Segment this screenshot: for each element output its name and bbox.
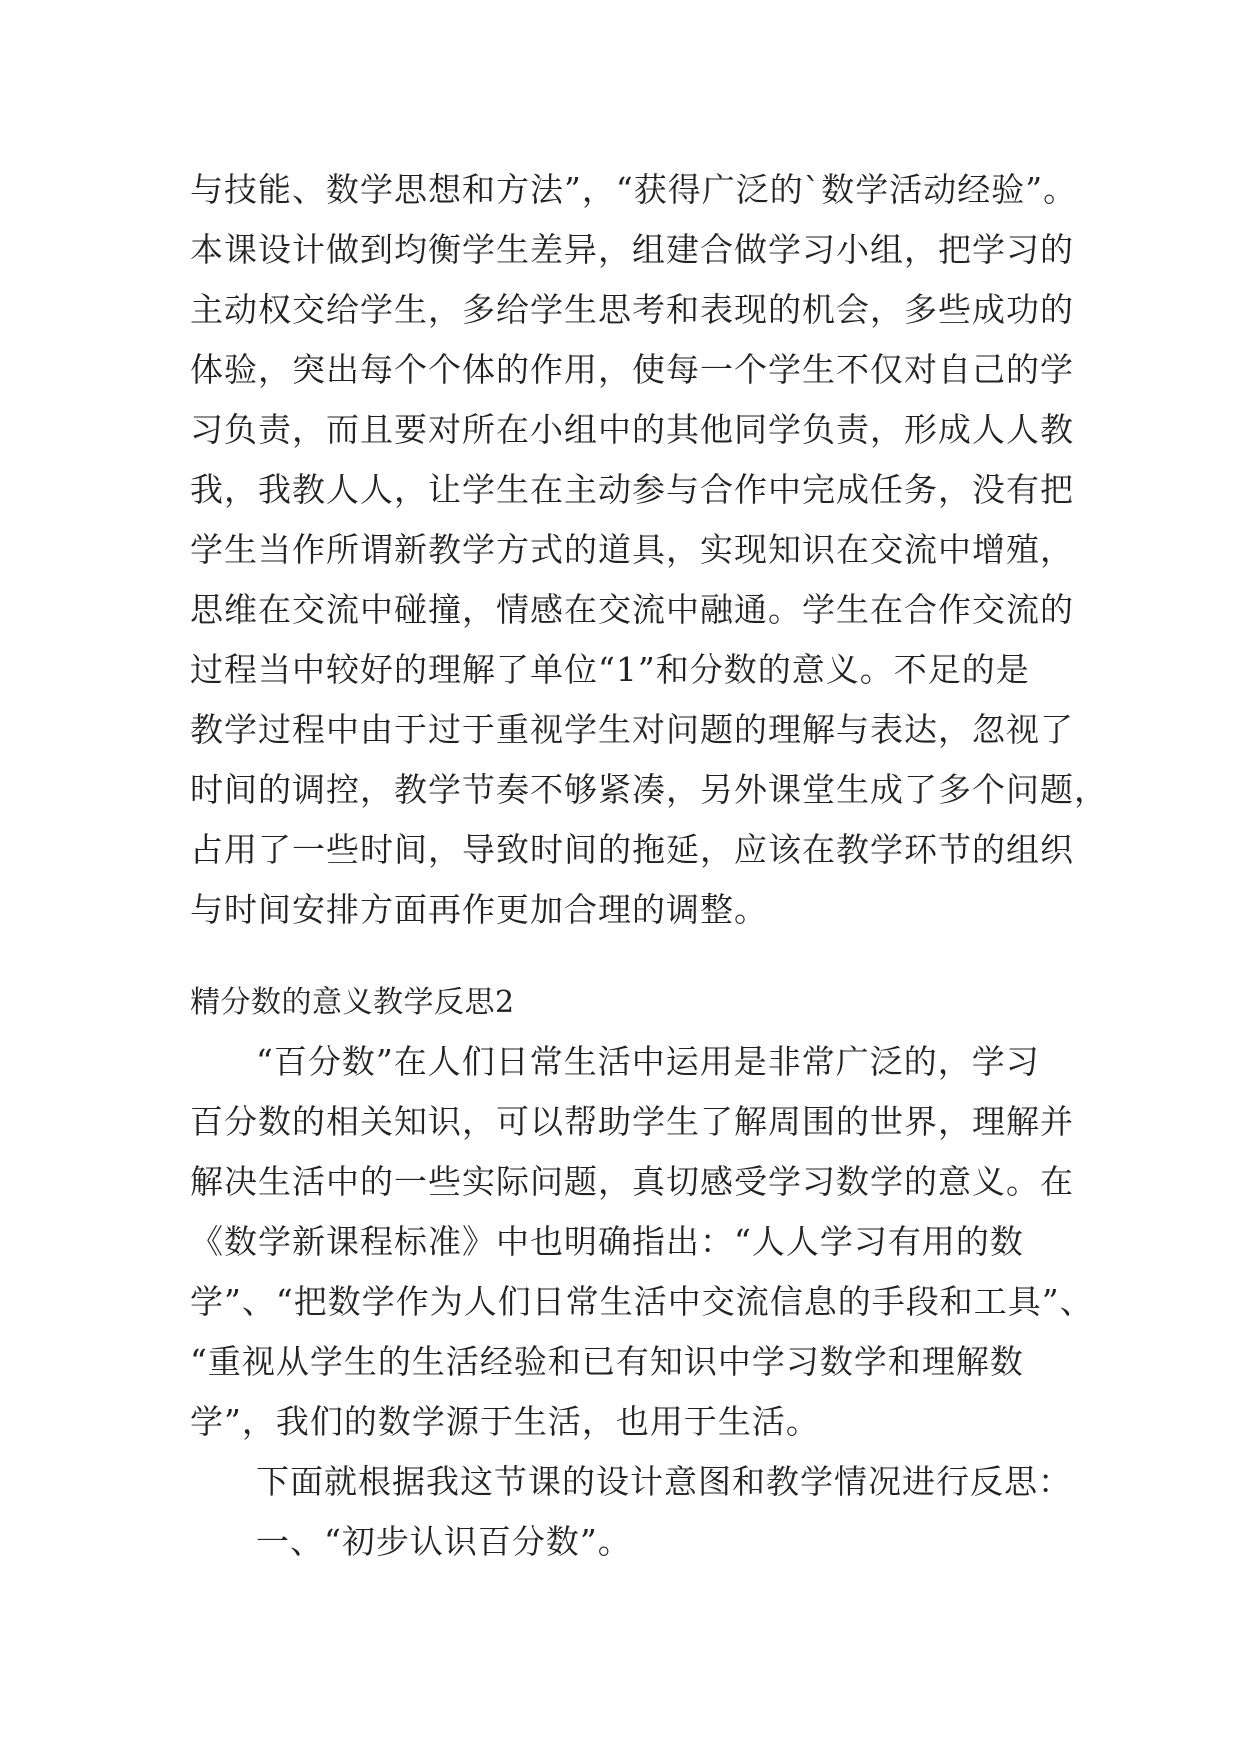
paragraph-1-line-2: 本课设计做到均衡学生差异，组建合做学习小组，把学习的 <box>190 230 1074 269</box>
paragraph-3: 下面就根据我这节课的设计意图和教学情况进行反思： <box>256 1462 1072 1501</box>
paragraph-2-line-5: 学”、“把数学作为人们日常生活中交流信息的手段和工具”、 <box>190 1282 1094 1321</box>
paragraph-1-line-3: 主动权交给学生，多给学生思考和表现的机会，多些成功的 <box>190 290 1074 329</box>
paragraph-1-line-13: 与时间安排方面再作更加合理的调整。 <box>190 890 768 929</box>
paragraph-2-line-3: 解决生活中的一些实际问题，真切感受学习数学的意义。在 <box>190 1162 1074 1201</box>
paragraph-1-line-12: 占用了一些时间，导致时间的拖延，应该在教学环节的组织 <box>190 830 1074 869</box>
section-title: 精分数的意义教学反思2 <box>190 985 515 1020</box>
paragraph-1-line-10: 教学过程中由于过于重视学生对问题的理解与表达，忽视了 <box>190 710 1074 749</box>
paragraph-1-line-4: 体验，突出每个个体的作用，使每一个学生不仅对自己的学 <box>190 350 1074 389</box>
paragraph-2-line-2: 百分数的相关知识，可以帮助学生了解周围的世界，理解并 <box>190 1102 1074 1141</box>
paragraph-2-line-7: 学”，我们的数学源于生活，也用于生活。 <box>190 1402 820 1441</box>
paragraph-1-line-8: 思维在交流中碰撞，情感在交流中融通。学生在合作交流的 <box>190 590 1074 629</box>
paragraph-1-line-7: 学生当作所谓新教学方式的道具，实现知识在交流中增殖， <box>190 530 1074 569</box>
paragraph-1-line-6: 我，我教人人，让学生在主动参与合作中完成任务，没有把 <box>190 470 1074 509</box>
paragraph-1-line-1: 与技能、数学思想和方法”，“获得广泛的`数学活动经验”。 <box>190 170 1078 209</box>
paragraph-1-line-9: 过程当中较好的理解了单位“1”和分数的意义。不足的是 <box>190 650 1030 689</box>
paragraph-2-line-4: 《数学新课程标准》中也明确指出：“人人学习有用的数 <box>190 1222 1024 1261</box>
paragraph-1-line-5: 习负责，而且要对所在小组中的其他同学负责，形成人人教 <box>190 410 1074 449</box>
paragraph-1-line-11: 时间的调控，教学节奏不够紧凑，另外课堂生成了多个问题， <box>190 770 1108 809</box>
paragraph-2-line-1: “百分数”在人们日常生活中运用是非常广泛的，学习 <box>256 1042 1040 1081</box>
paragraph-2-line-6: “重视从学生的生活经验和已有知识中学习数学和理解数 <box>190 1342 1024 1381</box>
list-item-1: 一、“初步认识百分数”。 <box>256 1522 632 1561</box>
